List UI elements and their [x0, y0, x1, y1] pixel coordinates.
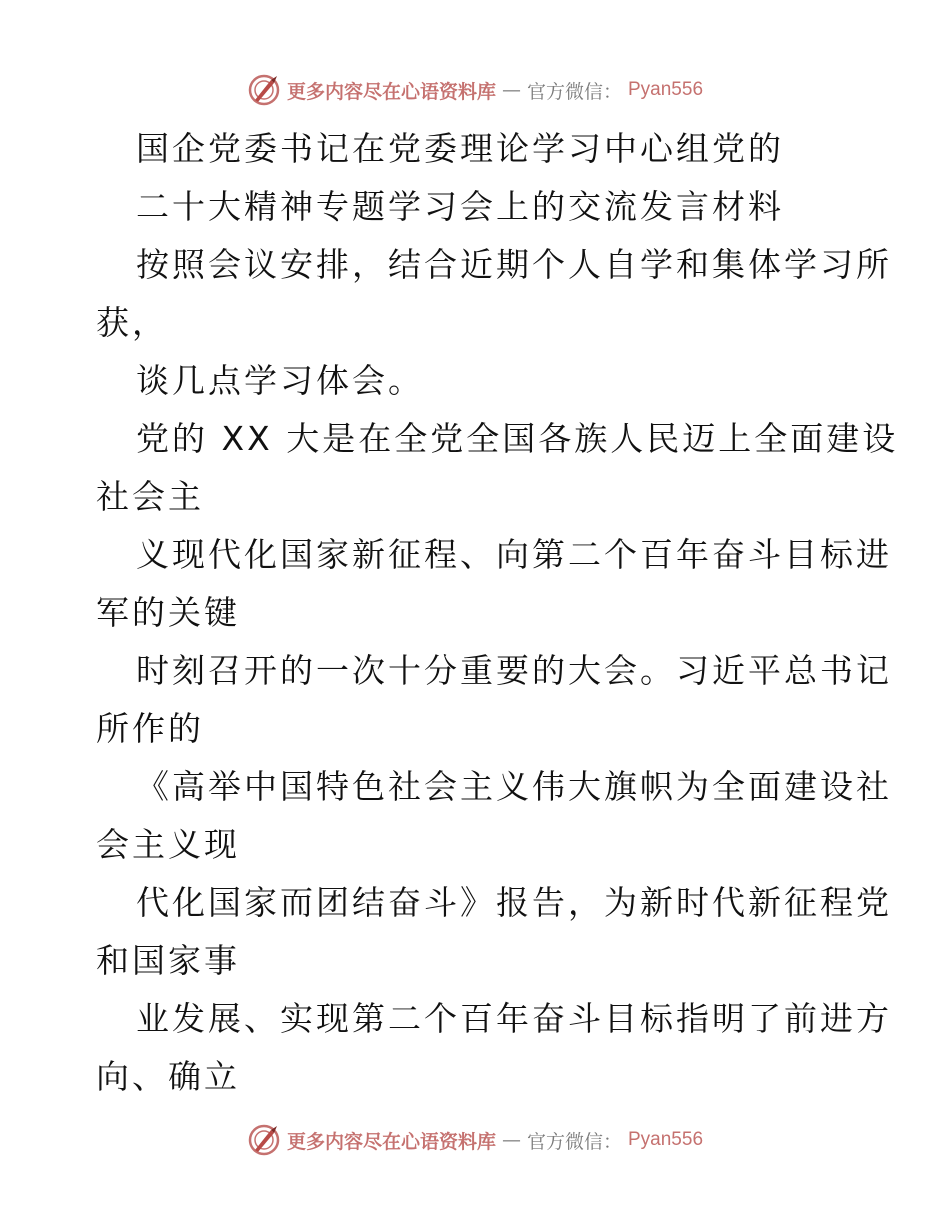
- body-line: 和国家事: [96, 941, 240, 980]
- body-line: 获，: [96, 303, 168, 342]
- document-body: [96, 120, 899, 1106]
- body-line: 党的 XX 大是在全党全国各族人民迈上全面建设: [136, 419, 899, 458]
- body-line: 会主义现: [96, 825, 240, 864]
- title-line-1: 国企党委书记在党委理论学习中心组党的: [136, 129, 784, 168]
- body-line: 军的关键: [96, 593, 240, 632]
- banner-text: 更多内容尽在心语资料库: [286, 80, 496, 103]
- body-line: 向、确立: [96, 1057, 240, 1096]
- quill-pen-circle-icon: [247, 73, 281, 107]
- banner-label: 官方微信：: [526, 1130, 622, 1153]
- banner-text: 更多内容尽在心语资料库: [286, 1130, 496, 1153]
- body-line: 所作的: [96, 709, 204, 748]
- body-line: 社会主: [96, 477, 204, 516]
- banner-dash: —: [501, 1129, 521, 1151]
- banner-label: 官方微信：: [526, 80, 622, 103]
- banner-dash: —: [501, 79, 521, 101]
- body-line: 业发展、实现第二个百年奋斗目标指明了前进方: [136, 999, 892, 1038]
- body-line: 《高举中国特色社会主义伟大旗帜为全面建设社: [136, 767, 892, 806]
- body-line: 义现代化国家新征程、向第二个百年奋斗目标进: [136, 535, 892, 574]
- banner-wechat-id: Pyan556: [628, 79, 704, 100]
- banner-wechat-id: Pyan556: [628, 1129, 704, 1150]
- quill-pen-circle-icon: [247, 1123, 281, 1157]
- footer-watermark-banner: [0, 1120, 950, 1160]
- body-line: 谈几点学习体会。: [136, 361, 424, 400]
- body-line: 时刻召开的一次十分重要的大会。习近平总书记: [136, 651, 892, 690]
- body-line: 代化国家而团结奋斗》报告，为新时代新征程党: [136, 883, 892, 922]
- header-watermark-banner: [0, 70, 950, 110]
- title-line-2: 二十大精神专题学习会上的交流发言材料: [136, 187, 784, 226]
- body-line: 按照会议安排，结合近期个人自学和集体学习所: [136, 245, 892, 284]
